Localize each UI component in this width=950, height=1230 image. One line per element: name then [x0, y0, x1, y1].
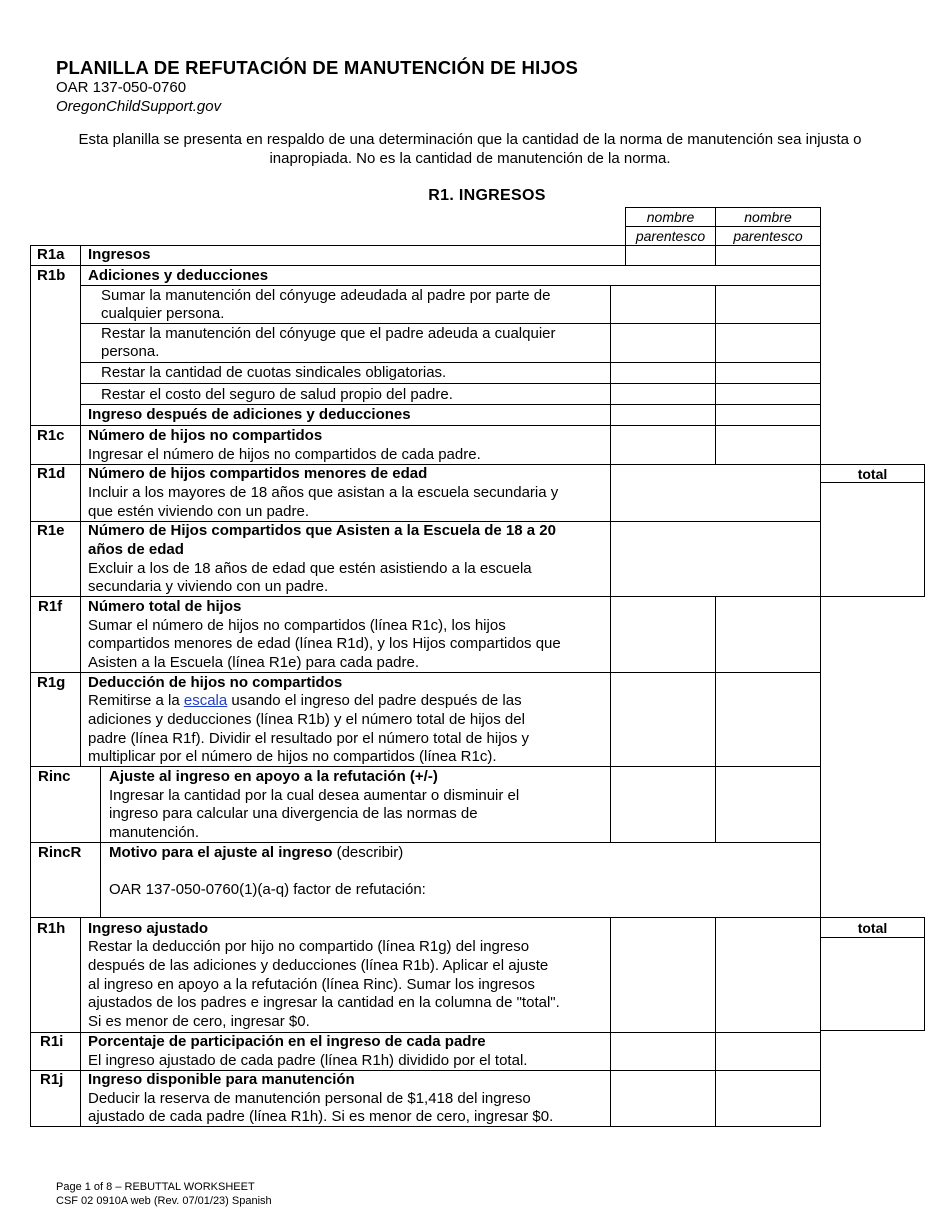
- code-r1d: R1d: [37, 465, 66, 482]
- footer-form-id: CSF 02 0910A web (Rev. 07/01/23) Spanish: [56, 1195, 272, 1207]
- title-r1e-line2: años de edad: [88, 541, 184, 558]
- code-r1j: R1j: [40, 1071, 64, 1088]
- r1f-line2: compartidos menores de edad (línea R1d), y los Hijos compartidos que: [88, 635, 561, 652]
- code-r1i: R1i: [40, 1033, 64, 1050]
- title-r1f: Número total de hijos: [88, 598, 242, 615]
- r1d-line2: que estén viviendo con un padre.: [88, 503, 309, 520]
- title-r1c: Número de hijos no compartidos: [88, 427, 323, 444]
- r1j-line2: ajustado de cada padre (línea R1h). Si es menor de cero, ingresar $0.: [88, 1108, 554, 1125]
- r1h-line4: ajustados de los padres e ingresar la cantidad en la columna de "total".: [88, 994, 560, 1011]
- intro-text: Esta planilla se presenta en respaldo de una determinación que la cantidad de la norma de manutención sea injusta o inapropiada. No es la cantidad de manutención de la norma.: [78, 131, 862, 167]
- total-header-r1d: total: [857, 466, 888, 482]
- r1g-line2: adiciones y deducciones (línea R1b) y el número total de hijos del: [88, 711, 525, 728]
- code-r1b: R1b: [37, 267, 66, 284]
- title-r1h: Ingreso ajustado: [88, 920, 209, 937]
- r1b-sub4: Restar el costo del seguro de salud propio del padre.: [101, 386, 453, 403]
- r1g-line4: multiplicar por el número de hijos no compartidos (línea R1c).: [88, 748, 497, 765]
- r1b-sub2-line1: Restar la manutención del cónyuge que el padre adeuda a cualquier: [101, 325, 556, 342]
- total-header-r1h: total: [857, 920, 888, 936]
- escala-link[interactable]: escala: [183, 692, 228, 709]
- r1f-line1: Sumar el número de hijos no compartidos (línea R1c), los hijos: [88, 617, 506, 634]
- r1b-sub1-line1: Sumar la manutención del cónyuge adeudada al padre por parte de: [101, 287, 551, 304]
- title-r1j: Ingreso disponible para manutención: [88, 1071, 355, 1088]
- rincr-factor: OAR 137-050-0760(1)(a-q) factor de refutación:: [109, 881, 426, 898]
- code-r1f: R1f: [38, 598, 63, 615]
- r1g-line3: padre (línea R1f). Dividir el resultado por el número total de hijos y: [88, 730, 530, 747]
- r1g-line1: [88, 692, 522, 711]
- title-r1b: Adiciones y deducciones: [88, 267, 269, 284]
- col1-name-header: nombre: [646, 209, 695, 225]
- form-title: PLANILLA DE REFUTACIÓN DE MANUTENCIÓN DE HIJOS: [56, 57, 579, 78]
- r1h-line3: al ingreso en apoyo a la refutación (línea Rinc). Sumar los ingresos: [88, 976, 535, 993]
- title-r1e-line1: Número de Hijos compartidos que Asisten a la Escuela de 18 a 20: [88, 522, 556, 539]
- title-r1a: Ingresos: [88, 246, 151, 263]
- r1c-line1: Ingresar el número de hijos no compartidos de cada padre.: [88, 446, 481, 463]
- r1b-sub2-line2: persona.: [101, 343, 160, 360]
- code-r1e: R1e: [37, 522, 65, 539]
- r1i-line1: El ingreso ajustado de cada padre (línea R1h) dividido por el total.: [88, 1052, 528, 1069]
- r1b-result: Ingreso después de adiciones y deducciones: [88, 406, 411, 423]
- r1b-sub1-line2: cualquier persona.: [101, 305, 225, 322]
- r1b-sub3: Restar la cantidad de cuotas sindicales obligatorias.: [101, 364, 447, 381]
- title-r1i: Porcentaje de participación en el ingreso de cada padre: [88, 1033, 486, 1050]
- code-r1a: R1a: [37, 246, 65, 263]
- r1h-line2: después de las adiciones y deducciones (línea R1b). Aplicar el ajuste: [88, 957, 549, 974]
- rincr-title-suffix: (describir): [332, 844, 404, 861]
- col2-name-header: nombre: [744, 209, 792, 225]
- title-rincr: [109, 844, 403, 863]
- code-rinc: Rinc: [38, 768, 71, 785]
- title-r1g: Deducción de hijos no compartidos: [88, 674, 343, 691]
- footer-page: Page 1 of 8 – REBUTTAL WORKSHEET: [56, 1181, 255, 1193]
- code-r1h: R1h: [37, 920, 66, 937]
- r1h-line1: Restar la deducción por hijo no compartido (línea R1g) del ingreso: [88, 938, 530, 955]
- rinc-line3: manutención.: [109, 824, 200, 841]
- r1d-line1: Incluir a los mayores de 18 años que asistan a la escuela secundaria y: [88, 484, 559, 501]
- title-r1d: Número de hijos compartidos menores de edad: [88, 465, 428, 482]
- rinc-line2: ingreso para calcular una divergencia de las normas de: [109, 805, 478, 822]
- r1e-line2: secundaria y viviendo con un padre.: [88, 578, 329, 595]
- title-rinc: Ajuste al ingreso en apoyo a la refutación (+/-): [109, 768, 438, 785]
- rinc-line1: Ingresar la cantidad por la cual desea aumentar o disminuir el: [109, 787, 520, 804]
- rincr-title-bold: Motivo para el ajuste al ingreso: [109, 844, 333, 861]
- col2-relation-header: parentesco: [733, 228, 803, 244]
- r1g-line1-pre: Remitirse a la: [88, 692, 184, 709]
- website: OregonChildSupport.gov: [56, 98, 222, 115]
- r1e-line1: Excluir a los de 18 años de edad que estén asistiendo a la escuela: [88, 560, 532, 577]
- col1-relation-header: parentesco: [635, 228, 706, 244]
- code-r1g: R1g: [37, 674, 66, 691]
- r1g-line1-post: usando el ingreso del padre después de las: [227, 692, 522, 709]
- code-r1c: R1c: [37, 427, 65, 444]
- oar-reference: OAR 137-050-0760: [56, 79, 187, 96]
- section-title: R1. INGRESOS: [428, 187, 546, 204]
- code-rincr: RincR: [38, 844, 82, 861]
- r1f-line3: Asisten a la Escuela (línea R1e) para cada padre.: [88, 654, 420, 671]
- r1h-line5: Si es menor de cero, ingresar $0.: [88, 1013, 310, 1030]
- r1j-line1: Deducir la reserva de manutención personal de $1,418 del ingreso: [88, 1090, 531, 1107]
